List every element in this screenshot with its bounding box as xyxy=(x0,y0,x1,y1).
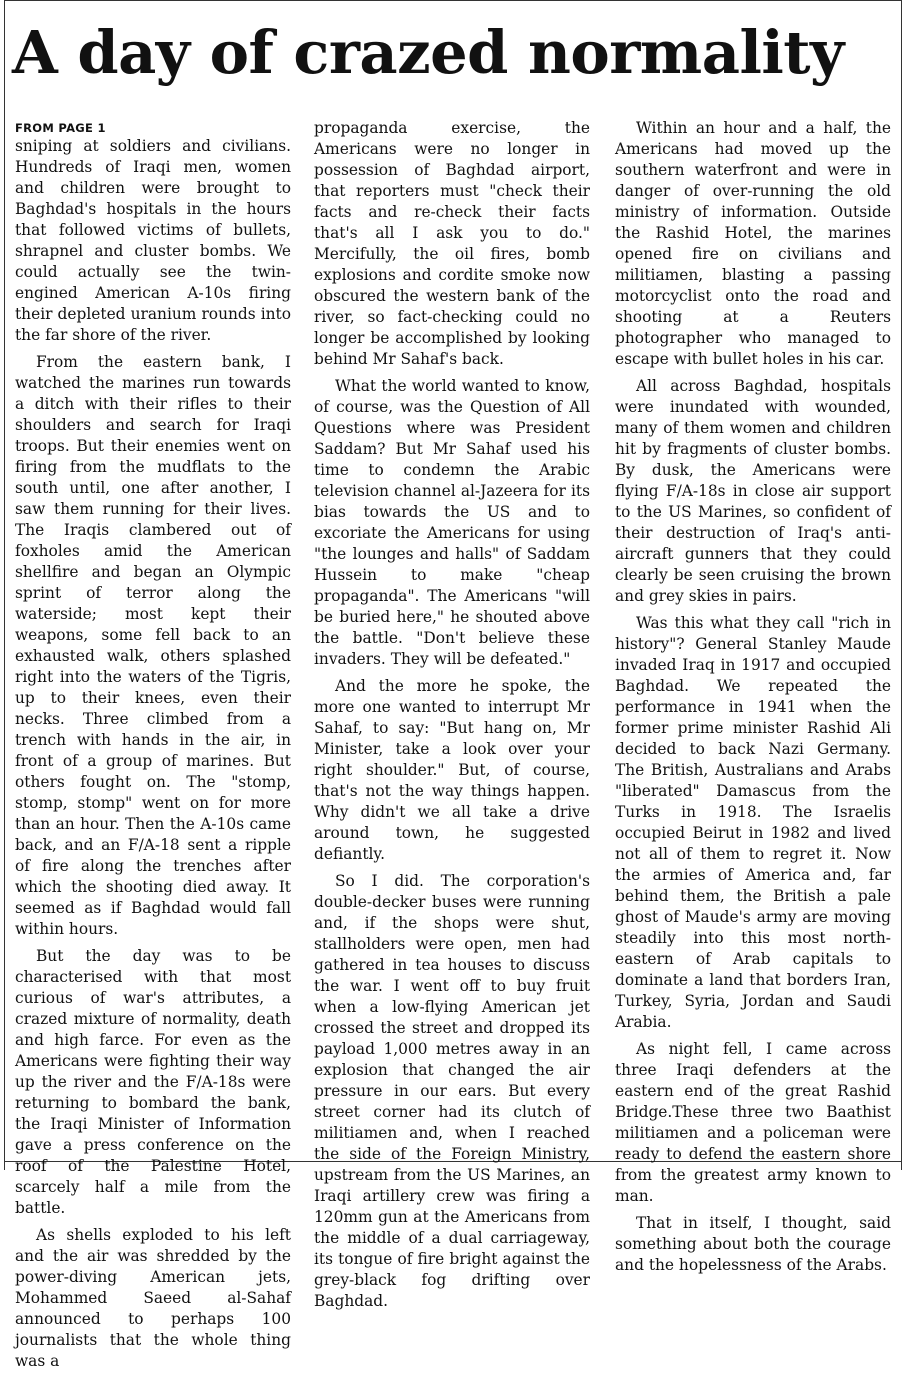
paragraph: That in itself, I thought, said something about both the courage and the hopelessness of the Arabs. xyxy=(615,1214,891,1274)
continued-from-kicker: FROM PAGE 1 xyxy=(15,121,106,135)
paragraph: All across Baghdad, hospitals were inundated with wounded, many of them women and children hit by fragments of cluster bombs. By dusk, the Americans were flying F/A-18s in close air support to the US Marines, so confident of their destruction of Iraq's anti-aircraft gunners that they could clearly be seen cruising the brown and grey skies in pairs. xyxy=(615,377,891,605)
paragraph: From the eastern bank, I watched the marines run towards a ditch with their rifles to their shoulders and search for Iraqi troops. But their enemies went on firing from the mudflats to the south until, one after another, I saw them running for their lives. The Iraqis clambered out of foxholes amid the American shellfire and began an Olympic sprint of terror along the waterside; most kept their weapons, some fell back to an exhausted walk, others splashed right into the waters of the Tigris, up to their knees, even their necks. Three climbed from a trench with hands in the air, in front of a group of marines. But others fought on. The "stomp, stomp, stomp" went on for more than an hour. Then the A-10s came back, and an F/A-18 sent a ripple of fire along the trenches after which the shooting died away. It seemed as if Baghdad would fall within hours. xyxy=(15,353,291,938)
paragraph: Within an hour and a half, the Americans had moved up the southern waterfront and were in danger of over-running the old ministry of information. Outside the Rashid Hotel, the marines opened fire on civilians and militiamen, blasting a passing motorcyclist onto the road and shooting at a Reuters photographer who managed to escape with bullet holes in his car. xyxy=(615,119,891,368)
paragraph: And the more he spoke, the more one wanted to interrupt Mr Sahaf, to say: "But hang on, Mr Minister, take a look over your right shoulder." But, of course, that's not the way things happen. Why didn't we all take a drive around town, he suggested defiantly. xyxy=(314,677,590,863)
column-2 xyxy=(314,118,590,1318)
paragraph: So I did. The corporation's double-decker buses were running and, if the shops were shut, stallholders were open, men had gathered in tea houses to discuss the war. I went off to buy fruit when a low-flying American jet crossed the street and dropped its payload 1,000 metres away in an explosion that changed the air pressure in our ears. But every street corner had its clutch of militiamen and, when I reached the side of the Foreign Ministry, upstream from the US Marines, an Iraqi artillery crew was firing a 120mm gun at the Americans from the middle of a dual carriageway, its tongue of fire bright against the grey-black fog drifting over Baghdad. xyxy=(314,872,590,1310)
paragraph: Was this what they call "rich in history"? General Stanley Maude invaded Iraq in 1917 and occupied Baghdad. We repeated the performance in 1941 when the former prime minister Rashid Ali decided to back Nazi Germany. The British, Australians and Arabs "liberated" Damascus from the Turks in 1918. The Israelis occupied Beirut in 1982 and lived not all of them to regret it. Now the armies of America and, far behind them, the British a pale ghost of Maude's army are moving steadily into this most north-eastern of Arab capitals to dominate a land that borders Iran, Turkey, Syria, Jordan and Saudi Arabia. xyxy=(615,614,891,1031)
paragraph: As shells exploded to his left and the air was shredded by the power-diving American jets, Mohammed Saeed al-Sahaf announced to perhaps 100 journalists that the whole thing was a xyxy=(15,1226,291,1370)
paragraph: sniping at soldiers and civilians. Hundreds of Iraqi men, women and children were brought to Baghdad's hospitals in the hours that followed victims of bullets, shrapnel and cluster bombs. We could actually see the twin-engined American A-10s firing their depleted uranium rounds into the far shore of the river. xyxy=(15,137,291,344)
left-border-rule xyxy=(4,0,5,1170)
right-border-rule xyxy=(901,0,902,1170)
headline: A day of crazed normality xyxy=(12,18,844,87)
paragraph: But the day was to be characterised with that most curious of war's attributes, a crazed mixture of normality, death and high farce. For even as the Americans were fighting their way up the river and the F/A-18s were returning to bombard the bank, the Iraqi Minister of Information gave a press conference on the roof of the Palestine Hotel, scarcely half a mile from the battle. xyxy=(15,947,291,1217)
article-body xyxy=(15,118,893,1370)
paragraph: What the world wanted to know, of course, was the Question of All Questions where was President Saddam? But Mr Sahaf used his time to condemn the Arabic television channel al-Jazeera for its bias towards the US and to excoriate the Americans for using "the lounges and halls" of Saddam Hussein to make "cheap propaganda". The Americans "will be buried here," he shouted above the battle. "Don't believe these invaders. They will be defeated." xyxy=(314,377,590,668)
paragraph: propaganda exercise, the Americans were no longer in possession of Baghdad airport, that reporters must "check their facts and re-check their facts that's all I ask you to do." Mercifully, the oil fires, bomb explosions and cordite smoke now obscured the western bank of the river, so fact-checking could no longer be accomplished by looking behind Mr Sahaf's back. xyxy=(314,119,590,368)
top-border-rule xyxy=(4,0,902,1)
column-3 xyxy=(615,118,891,1282)
paragraph: As night fell, I came across three Iraqi defenders at the eastern end of the great Rashid Bridge.These three two Baathist militiamen and a policeman were ready to defend the eastern shore from the greatest army known to man. xyxy=(615,1040,891,1205)
column-1 xyxy=(15,118,291,1378)
